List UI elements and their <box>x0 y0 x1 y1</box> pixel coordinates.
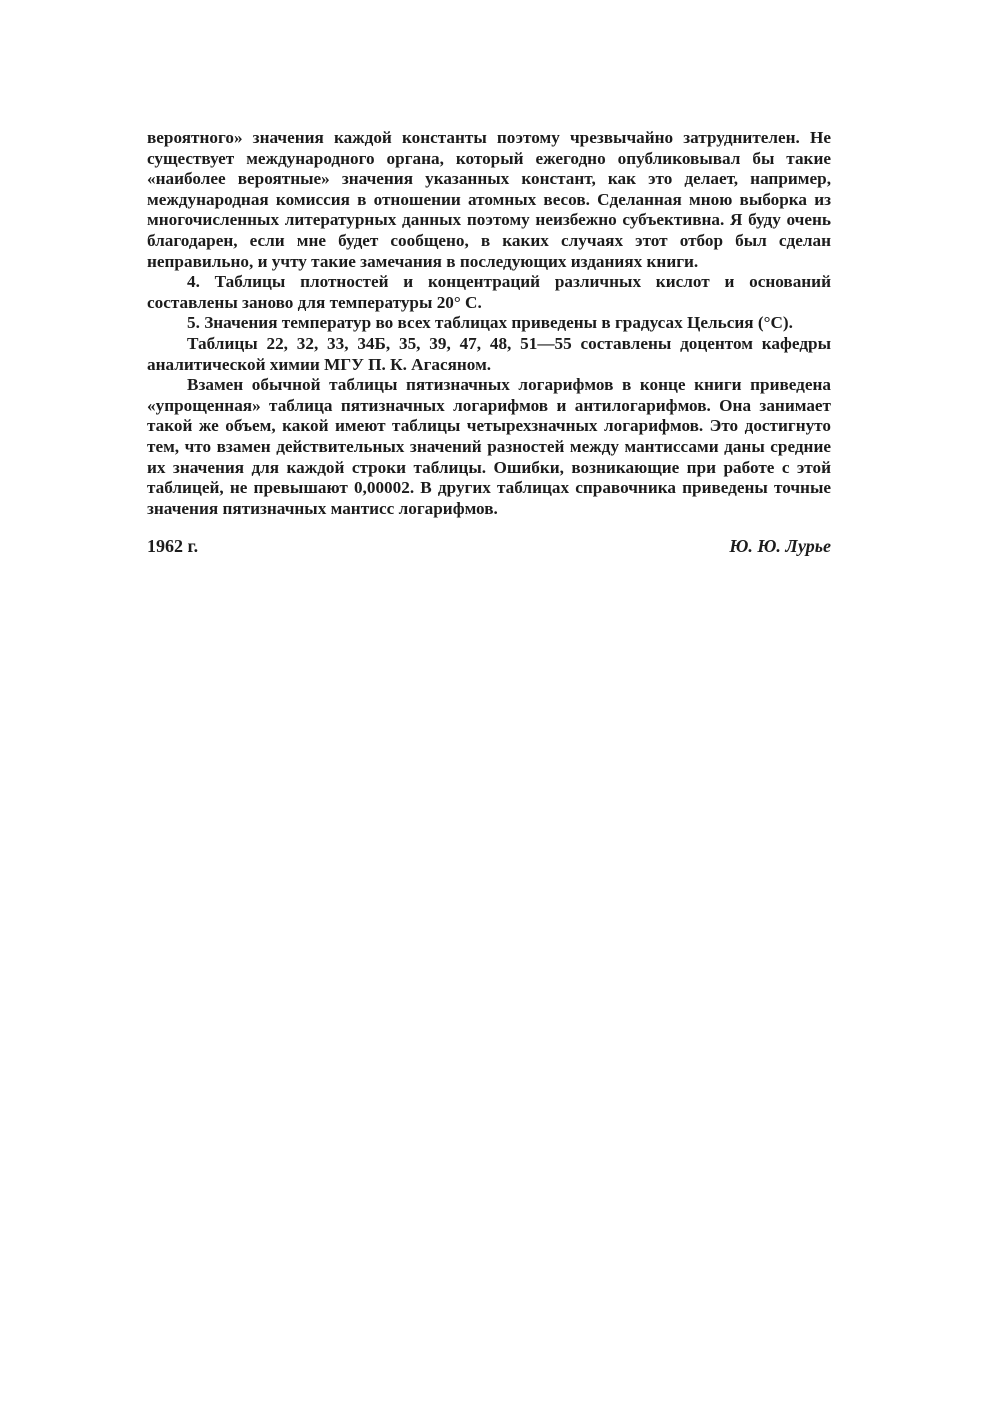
paragraph-continuation: вероятного» значения каждой константы поэтому чрезвычайно затруднителен. Не существует международного органа, который ежегодно опубликовывал бы такие «наиболее вероятные» значения указанных констант, как это делает, например, международная комиссия в отношении атомных весов. Сделанная мною выборка из многочисленных литературных данных поэтому неизбежно субъективна. Я буду очень благодарен, если мне будет сообщено, в каких случаях этот отбор был сделан неправильно, и учту такие замечания в последующих изданиях книги. <box>147 128 831 271</box>
signature-row <box>147 536 831 557</box>
paragraph-tables-author: Таблицы 22, 32, 33, 34Б, 35, 39, 47, 48, 51—55 составлены доцентом кафедры аналитической химии МГУ П. К. Агасяном. <box>147 333 831 374</box>
signature-author: Ю. Ю. Лурье <box>729 536 831 557</box>
paragraph-item-4: 4. Таблицы плотностей и концентраций различных кислот и оснований составлены заново для температуры 20° С. <box>147 272 831 312</box>
paragraph-item-5: 5. Значения температур во всех таблицах приведены в градусах Цельсия (°С). <box>187 313 793 333</box>
signature-year: 1962 г. <box>147 536 199 557</box>
document-page <box>147 128 831 557</box>
paragraph-logarithms: Взамен обычной таблицы пятизначных логарифмов в конце книги приведена «упрощенная» таблица пятизначных логарифмов и антилогарифмов. Она занимает такой же объем, какой имеют таблицы четырехзначных логарифмов. Это достигнуто тем, что взамен действительных значений разностей между мантиссами даны средние их значения для каждой строки таблицы. Ошибки, возникающие при работе с этой таблицей, не превышают 0,00002. В других таблицах справочника приведены точные значения пятизначных мантисс логарифмов. <box>147 375 831 518</box>
